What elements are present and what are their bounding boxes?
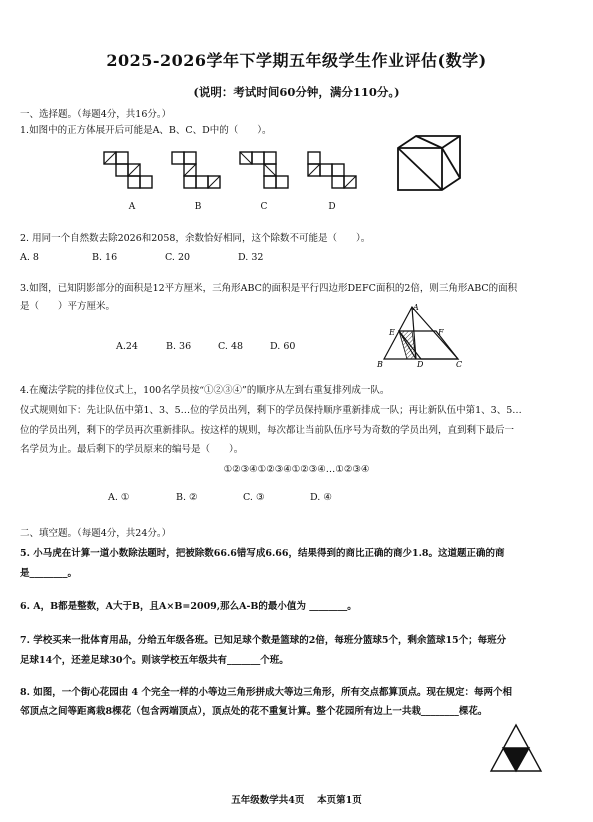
q4-option-c: C. ③ (243, 492, 265, 503)
q4-text-line4: 名学员为止。最后剩下的学员原来的编号是（ ）。 (20, 444, 244, 455)
page-footer: 五年级数学共4页 本页第1页 (231, 795, 362, 806)
q3-option-b: B. 36 (166, 341, 192, 352)
q3-label-c: C (456, 360, 463, 369)
q8-text-line1: 8. 如图，一个街心花园由 4 个完全一样的小等边三角形拼成大等边三角形，所有交点都算顶点。现在规定：每两个相 (20, 687, 512, 698)
q3-label-e: E (389, 328, 395, 337)
q1-label-d: D (328, 202, 336, 212)
q7-text-line1: 7. 学校买来一批体育用品，分给五年级各班。已知足球个数是篮球的2倍，每班分篮球5个，剩余篮球15个；每班分 (20, 635, 507, 646)
q4-option-b: B. ② (176, 492, 198, 503)
q1-net-d (308, 150, 360, 190)
q1-net-a (104, 150, 156, 190)
q1-text: 1.如图中的正方体展开后可能是A、B、C、D中的（ ）。 (20, 125, 272, 136)
q4-option-a: A. ① (108, 492, 130, 503)
q3-option-d: D. 60 (270, 341, 296, 352)
q3-option-c: C. 48 (218, 341, 244, 352)
section2-heading: 二、填空题。（每题4分，共24分。） (20, 528, 172, 539)
q3-label-a: A (413, 303, 419, 312)
q2-option-b: B. 16 (92, 252, 118, 263)
q4-text-line3: 位的学员出列，剩下的学员再次重新排队。按这样的规则，每次都让当前队伍序号为奇数的学员出列，直到剩下最后一 (20, 425, 515, 436)
q1-net-c (240, 150, 292, 190)
q4-text-line1: 4.在魔法学院的排位仪式上，100名学员按“①②③④”的顺序从左到右重复排列成一队。 (20, 385, 390, 396)
q5-text-line2: 是________。 (20, 568, 78, 579)
q1-net-b (172, 150, 224, 190)
q3-label-d: D (417, 360, 424, 369)
q3-text-line1: 3.如图，已知阴影部分的面积是12平方厘米，三角形ABC的面积是平行四边形DEFC面积的2倍，则三角形ABC的面积 (20, 283, 518, 294)
q3-option-a: A.24 (116, 341, 138, 352)
q6-text: 6. A，B都是整数，A大于B，且A×B=2009,那么A-B的最小值为 ________。 (20, 601, 357, 612)
q2-option-a: A. 8 (20, 252, 39, 263)
q3-label-f: F (438, 328, 444, 337)
q5-text-line1: 5. 小马虎在计算一道小数除法题时，把被除数66.6错写成6.66，结果得到的商比正确的商少1.8。这道题正确的商 (20, 548, 505, 559)
q4-sequence: ①②③④①②③④①②③④…①②③④ (223, 464, 370, 475)
q1-cube-figure (396, 134, 464, 192)
q2-text: 2. 用同一个自然数去除2026和2058，余数恰好相同，这个除数不可能是（ ）。 (20, 233, 371, 244)
q3-triangle-figure (376, 304, 468, 368)
q3-label-b: B (377, 360, 383, 369)
page-title: 2025-2026学年下学期五年级学生作业评估(数学) (106, 51, 487, 70)
q8-garden-figure (489, 724, 543, 774)
q1-label-c: C (260, 202, 268, 212)
q2-option-d: D. 32 (238, 252, 264, 263)
q4-option-d: D. ④ (310, 492, 332, 503)
q1-label-a: A (128, 202, 136, 212)
exam-instructions: (说明：考试时间60分钟，满分110分。) (193, 85, 400, 99)
q2-option-c: C. 20 (165, 252, 191, 263)
q1-label-b: B (194, 202, 202, 212)
q8-text-line2: 邻顶点之间等距离栽8棵花（包含两端顶点），顶点处的花不重复计算。整个花园所有边上一共栽________棵花。 (20, 706, 488, 717)
q3-text-line2: 是（ ）平方厘米。 (20, 301, 116, 312)
q4-text-line2: 仪式规则如下：先让队伍中第1、3、5…位的学员出列，剩下的学员保持顺序重新排成一队；再让新队伍中第1、3、5… (20, 405, 522, 416)
q7-text-line2: 足球14个，还差足球30个。则该学校五年级共有_______个班。 (20, 655, 289, 666)
section1-heading: 一、选择题。（每题4分，共16分。） (20, 109, 172, 120)
